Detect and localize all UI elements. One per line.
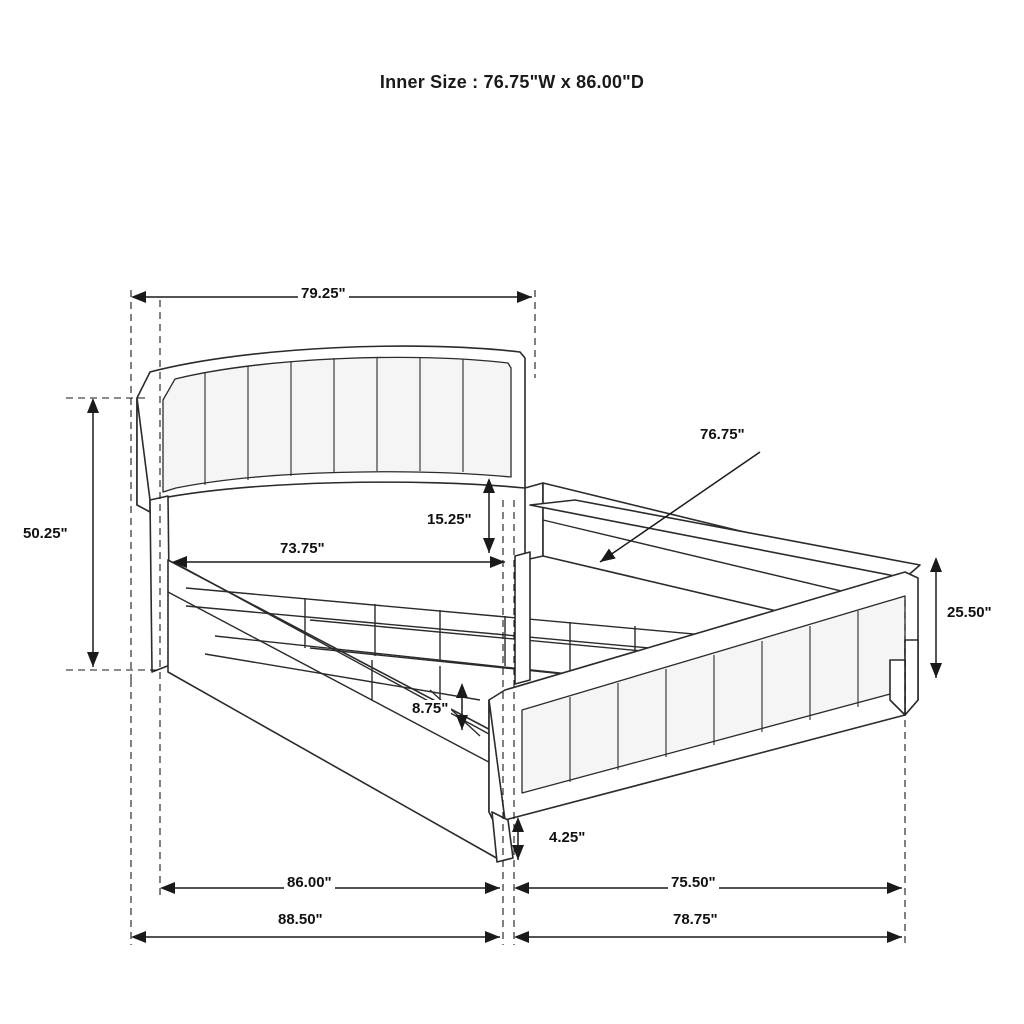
dim-inner-headboard-width: 73.75" xyxy=(277,540,328,557)
dim-slat-height: 8.75" xyxy=(409,700,451,717)
dim-clearance-height: 4.25" xyxy=(546,829,588,846)
dim-footboard-overall-width: 78.75" xyxy=(670,911,721,928)
page-title: Inner Size : 76.75"W x 86.00"D xyxy=(379,72,645,92)
dim-footboard-inner-width: 75.50" xyxy=(668,874,719,891)
dim-headboard-height: 50.25" xyxy=(20,525,71,542)
dim-footboard-height: 25.50" xyxy=(944,604,995,621)
dim-mattress-inner-width: 76.75" xyxy=(697,426,748,443)
dim-slat-to-headboard-top: 15.25" xyxy=(424,511,475,528)
dim-overall-depth: 88.50" xyxy=(275,911,326,928)
dim-inner-depth: 86.00" xyxy=(284,874,335,891)
dim-headboard-width: 79.25" xyxy=(298,285,349,302)
